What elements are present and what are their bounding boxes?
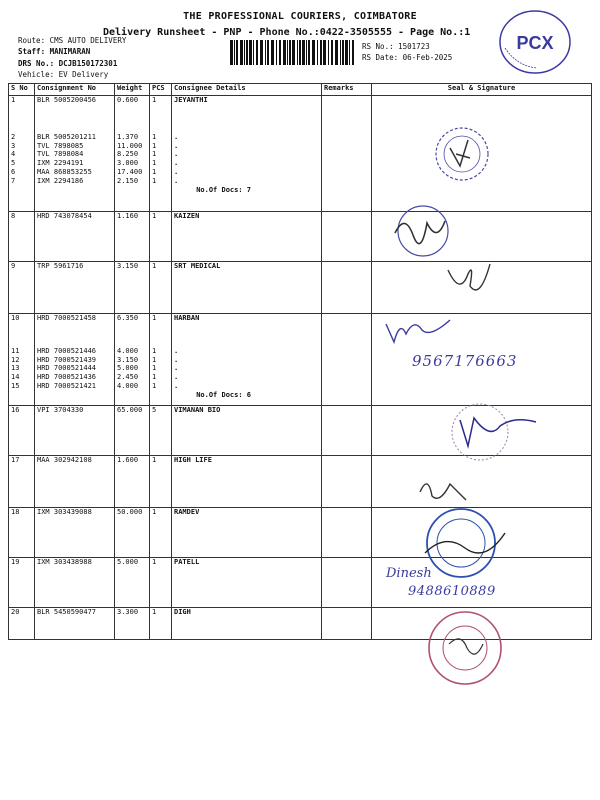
cell-consignee-value: . <box>174 141 179 150</box>
cell-consignee-value: . <box>174 381 179 390</box>
cell-wt-value: 2.450 <box>117 373 139 382</box>
barcode-bar <box>276 40 277 65</box>
stamp-signature-1 <box>420 118 500 186</box>
cell-sno-value: 2 <box>11 132 16 141</box>
pcx-stamp-text: PCX <box>516 33 554 53</box>
cell-consignee-value: . <box>174 176 179 185</box>
cell-sno-value: 13 <box>11 364 20 373</box>
cell-pcs-value: 1 <box>152 132 157 141</box>
cell-consignee-value: HARBAN <box>174 314 200 322</box>
cell-consignee-value: JEYANTHI <box>174 96 208 104</box>
cell-pcs-value: 1 <box>152 262 157 270</box>
cell-cn-value: IXM 303439088 <box>37 508 92 516</box>
handwritten-phone-2: 9488610889 <box>408 584 496 599</box>
cell-sno-value: 10 <box>11 314 20 322</box>
cell-wt-value: 50.000 <box>117 508 143 516</box>
signature-4 <box>380 308 460 348</box>
barcode-bar <box>335 40 338 65</box>
barcode-bar <box>317 40 318 65</box>
cell-consignee-value: SRT MEDICAL <box>174 262 221 270</box>
cell-consignee <box>172 608 322 640</box>
cell-pcs <box>150 456 172 508</box>
cell-consignee-value: . <box>174 167 179 176</box>
cell-cn-value: IXM 2294191 <box>37 159 84 168</box>
barcode-bar <box>349 40 350 65</box>
barcode-bar <box>244 40 245 65</box>
cell-wt-value: 2.150 <box>117 176 139 185</box>
col-seal-signature: Seal & Signature <box>372 84 592 96</box>
cell-remarks <box>322 212 372 262</box>
cell-sno-value: 19 <box>11 558 20 566</box>
cell-pcs <box>150 608 172 640</box>
cell-sno <box>9 96 35 212</box>
cell-cn <box>35 96 115 212</box>
cell-cn-value: BLR 5450590477 <box>37 608 97 616</box>
cell-consignee-value: HIGH LIFE <box>174 456 212 464</box>
cell-pcs-value: 1 <box>152 212 157 220</box>
cell-sno-value: 8 <box>11 212 16 220</box>
cell-cn <box>35 608 115 640</box>
cell-sno-value: 5 <box>11 159 16 168</box>
barcode-bar <box>260 40 263 65</box>
cell-remarks <box>322 558 372 608</box>
barcode-bar <box>236 40 238 65</box>
cell-consignee <box>172 314 322 406</box>
cell-pcs-value: 1 <box>152 558 157 566</box>
cell-pcs-value: 1 <box>152 381 157 390</box>
cell-cn-value: HRD 7000521421 <box>37 381 97 390</box>
barcode-bar <box>240 40 243 65</box>
cell-remarks <box>322 456 372 508</box>
barcode-bar <box>289 40 291 65</box>
barcode-bar <box>320 40 322 65</box>
cell-pcs-value: 1 <box>152 141 157 150</box>
cell-remarks <box>322 406 372 456</box>
cell-cn-value: VPI 3704330 <box>37 406 84 414</box>
cell-remarks <box>322 262 372 314</box>
cell-sno-value: 7 <box>11 176 16 185</box>
cell-sno <box>9 558 35 608</box>
barcode-bar <box>345 40 348 65</box>
barcode-bar <box>234 40 235 65</box>
barcode-bar <box>246 40 248 65</box>
barcode-bar <box>312 40 315 65</box>
barcode-bar <box>328 40 329 65</box>
cell-wt-value: 4.000 <box>117 346 139 355</box>
barcode-bar <box>249 40 252 65</box>
cell-pcs-value: 1 <box>152 167 157 176</box>
cell-wt <box>115 96 150 212</box>
barcode-bar <box>308 40 310 65</box>
cell-cn <box>35 508 115 558</box>
cell-sno <box>9 262 35 314</box>
cell-wt-value: 1.160 <box>117 212 139 220</box>
cell-pcs-value: 1 <box>152 150 157 159</box>
cell-sno-value: 17 <box>11 456 20 464</box>
cell-sno <box>9 212 35 262</box>
col-consignment: Consignment No <box>35 84 115 96</box>
cell-consignee <box>172 508 322 558</box>
cell-sno <box>9 406 35 456</box>
cell-sno-value: 18 <box>11 508 20 516</box>
cell-pcs-value: 5 <box>152 406 157 414</box>
cell-pcs-value: 1 <box>152 176 157 185</box>
cell-consignee-value: . <box>174 132 179 141</box>
cell-wt-value: 3.000 <box>117 159 139 168</box>
cell-cn-value: IXM 303438988 <box>37 558 92 566</box>
cell-pcs <box>150 262 172 314</box>
barcode-bar <box>352 40 354 65</box>
cell-consignee-value: . <box>174 364 179 373</box>
cell-consignee <box>172 406 322 456</box>
cell-sno-value: 15 <box>11 381 20 390</box>
cell-wt <box>115 314 150 406</box>
cell-sno-value: 4 <box>11 150 16 159</box>
cell-remarks <box>322 608 372 640</box>
cell-consignee <box>172 212 322 262</box>
stamp-signature-5 <box>440 396 550 464</box>
barcode-bar <box>265 40 266 65</box>
cell-wt <box>115 508 150 558</box>
cell-cn-value: BLR 5005201211 <box>37 132 97 141</box>
cell-sno-value: 20 <box>11 608 20 616</box>
cell-wt <box>115 406 150 456</box>
col-consignee: Consignee Details <box>172 84 322 96</box>
cell-consignee-value: . <box>174 373 179 382</box>
cell-cn <box>35 406 115 456</box>
cell-pcs <box>150 212 172 262</box>
docs-count: No.Of Docs: 6 <box>196 390 251 399</box>
cell-sno-value: 12 <box>11 355 20 364</box>
cell-pcs-value: 1 <box>152 355 157 364</box>
barcode-bar <box>306 40 307 65</box>
vehicle-label: Vehicle: EV Delivery <box>18 70 109 79</box>
barcode <box>230 40 355 65</box>
stamp-signature-2 <box>385 203 465 261</box>
col-sno: S No <box>9 84 35 96</box>
barcode-bar <box>253 40 254 65</box>
barcode-bar <box>267 40 269 65</box>
rs-date: RS Date: 06-Feb-2025 <box>362 53 453 62</box>
cell-wt-value: 0.600 <box>117 96 139 104</box>
barcode-bar <box>342 40 344 65</box>
cell-pcs <box>150 96 172 212</box>
cell-sno-value: 1 <box>11 96 16 104</box>
barcode-bar <box>297 40 298 65</box>
pcx-stamp <box>497 8 573 76</box>
cell-wt-value: 6.350 <box>117 314 139 322</box>
cell-wt-value: 1.600 <box>117 456 139 464</box>
cell-consignee-value: DIGH <box>174 608 191 616</box>
col-remarks: Remarks <box>322 84 372 96</box>
cell-cn-value: MAA 302942108 <box>37 456 92 464</box>
cell-wt-value: 3.150 <box>117 262 139 270</box>
cell-consignee-value: . <box>174 150 179 159</box>
cell-wt-value: 1.370 <box>117 132 139 141</box>
cell-pcs-value: 1 <box>152 364 157 373</box>
barcode-bar <box>279 40 281 65</box>
rs-number: RS No.: 1501723 <box>362 42 430 51</box>
cell-wt-value: 8.250 <box>117 150 139 159</box>
handwritten-phone-1: 9567176663 <box>412 352 518 370</box>
cell-remarks <box>322 508 372 558</box>
cell-sno-value: 16 <box>11 406 20 414</box>
cell-wt <box>115 212 150 262</box>
cell-cn-value: HRD 7000521458 <box>37 314 97 322</box>
cell-consignee <box>172 96 322 212</box>
cell-cn-value: MAA 868853255 <box>37 167 92 176</box>
table-header-row <box>9 84 592 96</box>
cell-remarks <box>322 314 372 406</box>
cell-wt <box>115 262 150 314</box>
barcode-bar <box>230 40 233 65</box>
barcode-bar <box>331 40 333 65</box>
drs-label: DRS No.: DCJB150172301 <box>18 59 118 68</box>
table-row <box>9 96 592 212</box>
cell-cn-value: IXM 2294186 <box>37 176 84 185</box>
cell-sno-value: 6 <box>11 167 16 176</box>
cell-pcs <box>150 558 172 608</box>
cell-consignee <box>172 262 322 314</box>
signature-3 <box>440 256 500 304</box>
cell-pcs-value: 1 <box>152 96 157 104</box>
cell-sno-value: 9 <box>11 262 16 270</box>
cell-pcs-value: 1 <box>152 508 157 516</box>
cell-consignee-value: VIMANAN BIO <box>174 406 221 414</box>
cell-cn-value: HRD 7000521446 <box>37 346 97 355</box>
cell-wt <box>115 558 150 608</box>
cell-sno <box>9 508 35 558</box>
cell-sno-value: 11 <box>11 346 20 355</box>
cell-cn-value: TVL 7898085 <box>37 141 84 150</box>
table-row <box>9 262 592 314</box>
cell-cn-value: BLR 5005200456 <box>37 96 97 104</box>
barcode-bar <box>292 40 295 65</box>
cell-wt-value: 65.000 <box>117 406 143 414</box>
cell-cn <box>35 262 115 314</box>
cell-pcs-value: 1 <box>152 346 157 355</box>
cell-pcs-value: 1 <box>152 456 157 464</box>
barcode-bar <box>271 40 274 65</box>
cell-consignee <box>172 558 322 608</box>
cell-wt <box>115 456 150 508</box>
col-pcs: PCS <box>150 84 172 96</box>
cell-cn-value: TVL 7898084 <box>37 150 84 159</box>
barcode-bar <box>323 40 326 65</box>
barcode-bar <box>287 40 288 65</box>
cell-pcs-value: 1 <box>152 159 157 168</box>
cell-pcs <box>150 314 172 406</box>
company-title: THE PROFESSIONAL COURIERS, COIMBATORE <box>183 11 417 22</box>
route-label: Route: CMS AUTO DELIVERY <box>18 36 127 45</box>
cell-sno-value: 3 <box>11 141 16 150</box>
cell-cn-value: HRD 7000521439 <box>37 355 97 364</box>
cell-cn-value: HRD 7000521444 <box>37 364 97 373</box>
cell-consignee-value: . <box>174 355 179 364</box>
cell-sno-value: 14 <box>11 373 20 382</box>
staff-label: Staff: MANIMARAN <box>18 47 91 56</box>
barcode-bar <box>340 40 341 65</box>
cell-wt-value: 5.000 <box>117 558 139 566</box>
docs-count: No.Of Docs: 7 <box>196 185 251 194</box>
cell-cn <box>35 212 115 262</box>
cell-cn <box>35 456 115 508</box>
cell-wt-value: 17.400 <box>117 167 143 176</box>
cell-consignee-value: KAIZEN <box>174 212 200 220</box>
cell-remarks <box>322 96 372 212</box>
cell-pcs <box>150 508 172 558</box>
cell-sno <box>9 608 35 640</box>
barcode-bar <box>283 40 286 65</box>
cell-wt-value: 4.000 <box>117 381 139 390</box>
cell-pcs <box>150 406 172 456</box>
cell-cn-value: TRP 5961716 <box>37 262 84 270</box>
cell-cn-value: HRD 743078454 <box>37 212 92 220</box>
cell-sno <box>9 456 35 508</box>
barcode-bar <box>256 40 258 65</box>
table-row <box>9 212 592 262</box>
cell-cn <box>35 558 115 608</box>
cell-wt-value: 3.150 <box>117 355 139 364</box>
cell-consignee <box>172 456 322 508</box>
handwritten-name: Dinesh <box>386 566 432 581</box>
barcode-bar <box>302 40 305 65</box>
cell-consignee-value: RAMDEV <box>174 508 200 516</box>
cell-wt-value: 3.300 <box>117 608 139 616</box>
cell-consignee-value: . <box>174 159 179 168</box>
cell-pcs-value: 1 <box>152 608 157 616</box>
stamp-controls <box>425 608 507 688</box>
barcode-bar <box>299 40 301 65</box>
col-weight: Weight <box>115 84 150 96</box>
cell-consignee-value: PATELL <box>174 558 200 566</box>
cell-wt <box>115 608 150 640</box>
cell-pcs-value: 1 <box>152 373 157 382</box>
cell-pcs-value: 1 <box>152 314 157 322</box>
cell-wt-value: 11.000 <box>117 141 143 150</box>
runsheet-title: Delivery Runsheet - PNP - Phone No.:0422-3505555 - Page No.:1 <box>103 27 471 38</box>
cell-cn <box>35 314 115 406</box>
cell-wt-value: 5.000 <box>117 364 139 373</box>
cell-cn-value: HRD 7000521436 <box>37 373 97 382</box>
cell-consignee-value: . <box>174 346 179 355</box>
cell-sno <box>9 314 35 406</box>
